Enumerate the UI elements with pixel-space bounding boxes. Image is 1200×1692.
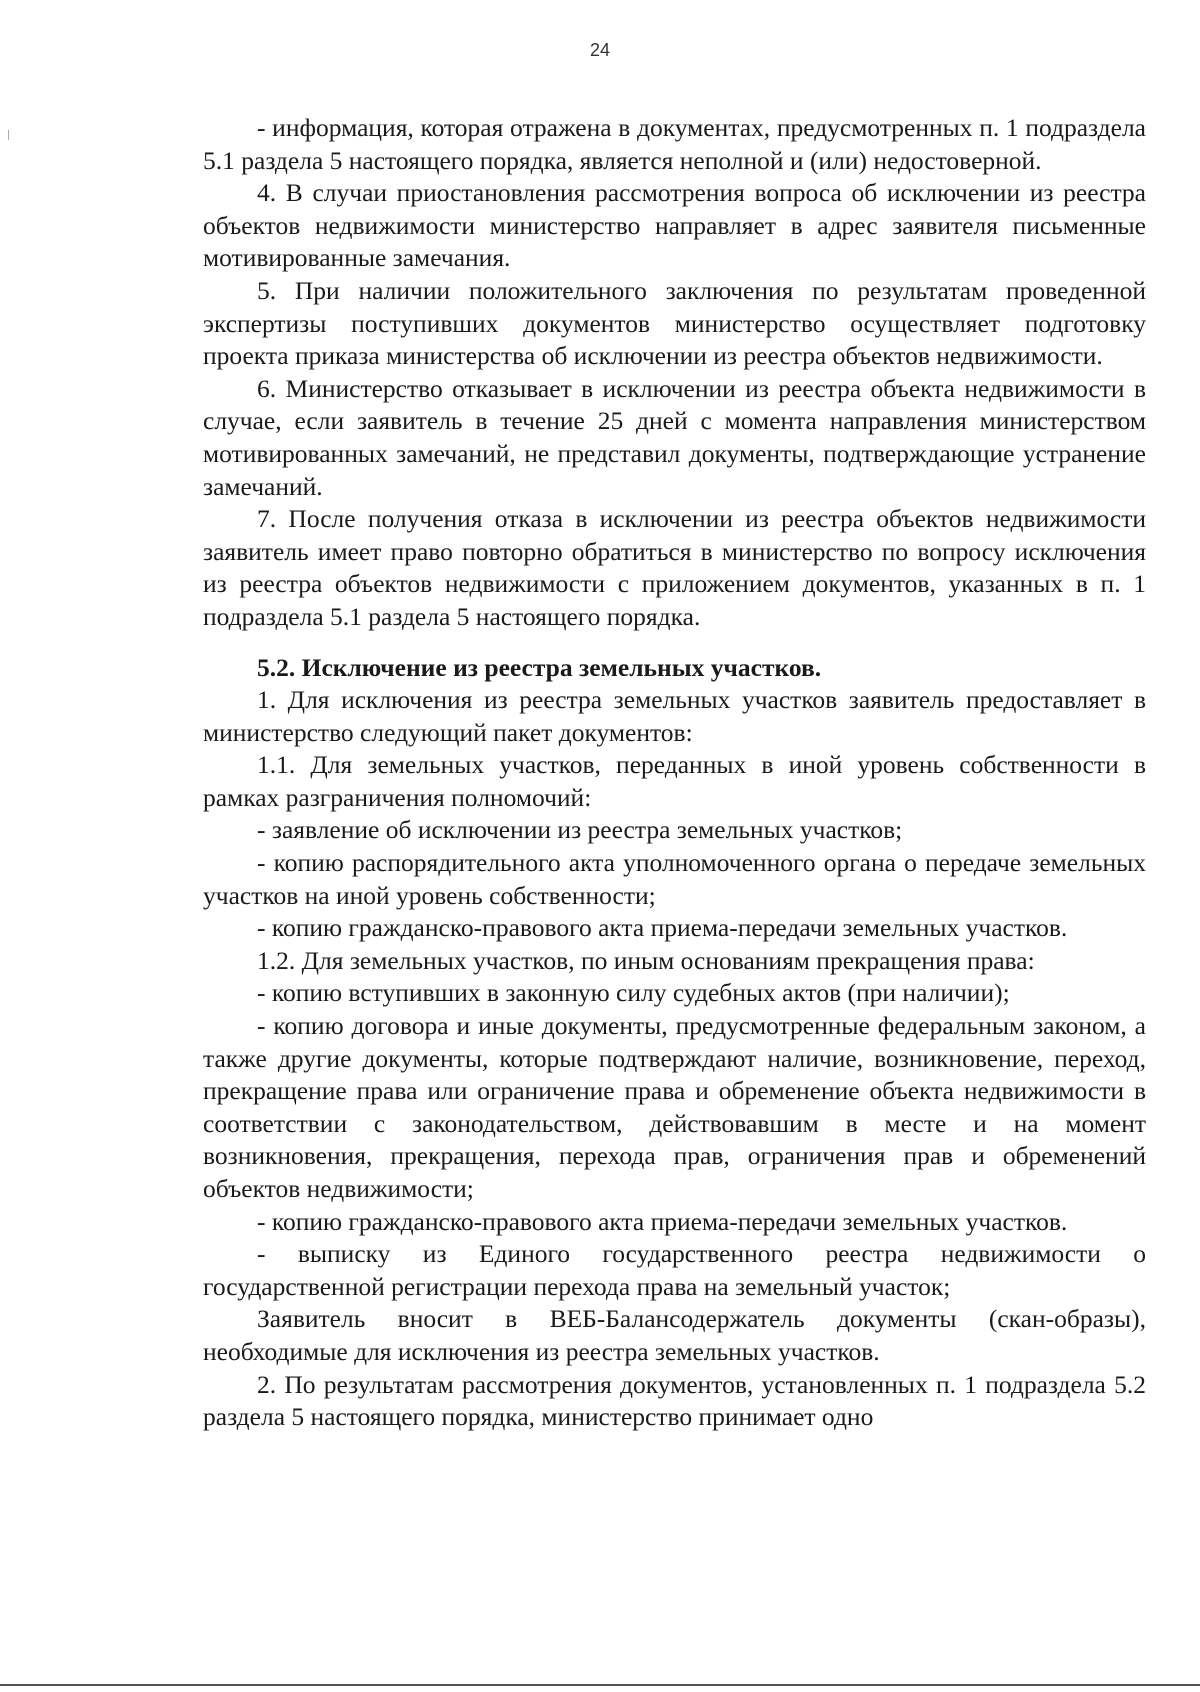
paragraph: - копию гражданско-правового акта приема-передачи земельных участков.	[257, 1206, 1068, 1236]
paragraph: - копию гражданско-правового акта приема-передачи земельных участков.	[257, 913, 1068, 943]
page-number: 24	[589, 40, 611, 60]
section-heading: 5.2. Исключение из реестра земельных участков.	[257, 652, 822, 682]
scan-margin-mark	[8, 130, 13, 140]
paragraph: 1.1. Для земельных участков, переданных в иной уровень собственности в рамках разграничения полномочий:	[203, 750, 1146, 812]
paragraph: 2. По результатам рассмотрения документов, установленных п. 1 подраздела 5.2 раздела 5 настоящего порядка, министерство принимает одно	[203, 1369, 1146, 1432]
paragraph: Заявитель вносит в ВЕБ-Балансодержатель документы (скан-образы), необходимые для исключения из реестра земельных участков.	[203, 1304, 1146, 1366]
paragraph: 6. Министерство отказывает в исключении из реестра объекта недвижимости в случае, если заявитель в течение 25 дней с момента направления министерством мотивированных замечаний, не представил документы, подтверждающие устранение замечаний.	[203, 373, 1146, 501]
paragraph: - копию распорядительного акта уполномоченного органа о передаче земельных участков на иной уровень собственности;	[203, 848, 1146, 910]
paragraph: 1. Для исключения из реестра земельных участков заявитель предоставляет в министерство следующий пакет документов:	[203, 685, 1146, 747]
paragraph: 7. После получения отказа в исключении из реестра объектов недвижимости заявитель имеет право повторно обратиться в министерство по вопросу исключения из реестра объектов недвижимости с приложением документов, указанных в п. 1 подраздела 5.1 раздела 5 настоящего порядка.	[203, 504, 1146, 631]
paragraph: - выписку из Единого государственного реестра недвижимости о государственной регистрации перехода права на земельный участок;	[203, 1239, 1146, 1301]
page-body	[203, 112, 1146, 1434]
paragraph: 5. При наличии положительного заключения по результатам проведенной экспертизы поступивших документов министерство осуществляет подготовку проекта приказа министерства об исключении из реестра объектов недвижимости.	[203, 275, 1146, 371]
paragraph: - копию вступивших в законную силу судебных актов (при наличии);	[257, 978, 1010, 1008]
paragraph: - копию договора и иные документы, предусмотренные федеральным законом, а также другие документы, которые подтверждают наличие, возникновение, переход, прекращение права или ограничение права и обременение объекта недвижимости в соответствии с законодательством, действовавшим в месте и на момент возникновения, прекращения, перехода прав, ограничения прав и обременений объектов недвижимости;	[203, 1011, 1146, 1203]
paragraph: 1.2. Для земельных участков, по иным основаниям прекращения права:	[257, 945, 1035, 975]
paragraph: - заявление об исключении из реестра земельных участков;	[257, 815, 903, 845]
paragraph: - информация, которая отражена в документах, предусмотренных п. 1 подраздела 5.1 раздела 5 настоящего порядка, является неполной и (или) недостоверной.	[203, 113, 1146, 175]
bottom-rule	[0, 1684, 1200, 1686]
paragraph: 4. В случаи приостановления рассмотрения вопроса об исключении из реестра объектов недвижимости министерство направляет в адрес заявителя письменные мотивированные замечания.	[203, 178, 1146, 273]
